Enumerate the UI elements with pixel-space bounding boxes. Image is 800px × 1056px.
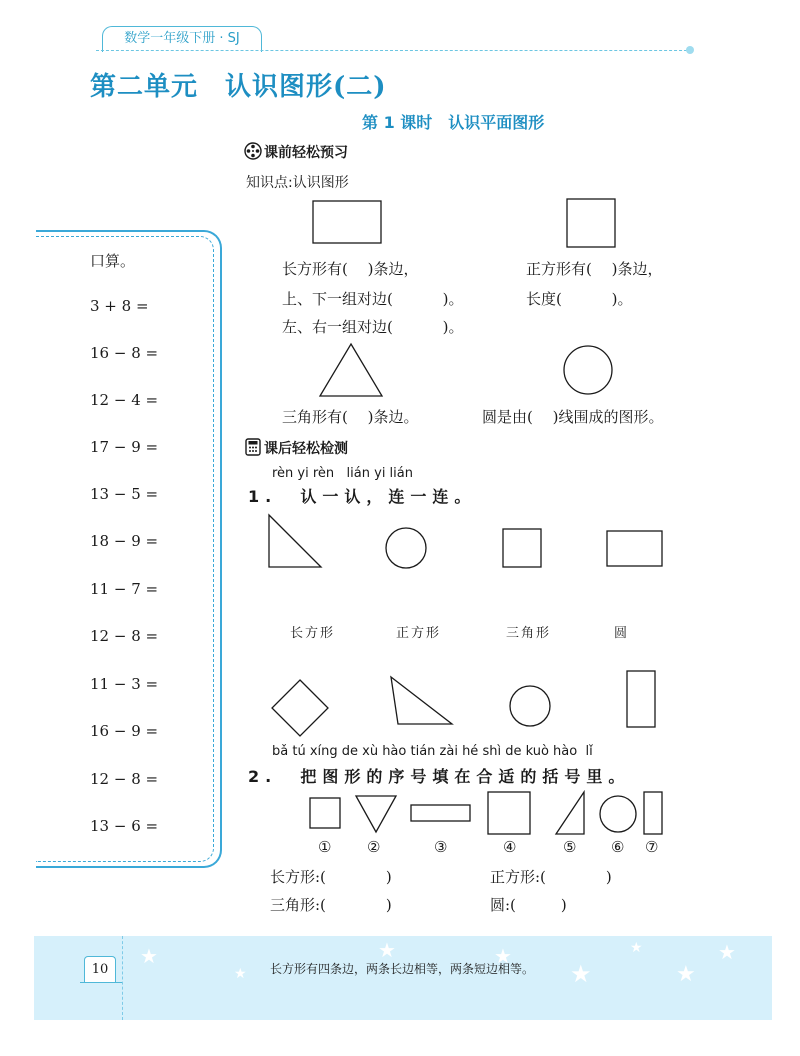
q2-number-3: ③ [434,838,448,856]
q2-instruction: 2. 把图形的序号填在合适的括号里。 [248,767,631,786]
sidebar-item: 13 − 5 = [90,485,159,503]
star-icon: ★ [494,944,512,968]
star-icon: ★ [234,966,247,982]
q1-scalene-triangle [388,674,454,726]
star-icon: ★ [140,944,158,968]
q2-number-5: ⑤ [563,838,577,856]
q2-shape-3-rectangle [410,804,472,824]
q1-rotated-square [270,678,330,738]
q2-shape-5-triangle [554,790,588,836]
q2-number-2: ② [367,838,381,856]
label-triangle: 三角形 [506,626,552,641]
q2-number-1: ① [318,838,332,856]
preview-section-title: 课前轻松预习 [264,145,348,161]
header-dot [686,46,694,54]
q2-pinyin: bǎ tú xíng de xù hào tián zài hé shì de kuò hào lǐ [272,744,593,759]
answer-square: 正方形:( ) [490,868,612,886]
lesson-title: 第 1 课时 认识平面图形 [362,113,545,132]
triangle-sides-question: 三角形有( )条边。 [282,408,419,426]
answer-triangle: 三角形:( ) [270,896,392,914]
footer-note: 长方形有四条边，两条长边相等，两条短边相等。 [270,962,535,976]
star-icon: ★ [676,962,696,987]
rectangle-shape [312,200,384,246]
sidebar-item: 16 − 9 = [90,722,159,740]
q2-number-6: ⑥ [611,838,625,856]
star-icon: ★ [630,940,643,956]
rect-sides-question: 长方形有( )条边， [282,260,419,278]
sidebar-item: 12 − 8 = [90,770,159,788]
q2-shape-1-square [308,796,342,830]
knowledge-point: 知识点:认识图形 [246,175,349,191]
star-icon: ★ [378,938,396,962]
unit-title: 第二单元 认识图形(二) [90,72,387,102]
sidebar-item: 12 − 4 = [90,391,159,409]
label-square: 正方形 [396,626,442,641]
practice-section-title: 课后轻松检测 [264,441,348,457]
star-icon: ★ [718,940,736,964]
header-divider [96,50,692,51]
book-series-tab: 数学一年级下册 · SJ [102,26,262,52]
circle-shape [562,344,614,396]
q1-square [502,528,544,570]
q2-number-4: ④ [503,838,517,856]
q1-tall-rectangle [626,670,658,730]
footer-divider [122,936,123,1020]
square-shape [566,198,618,250]
star-icon: ★ [570,960,592,988]
sidebar-item: 16 − 8 = [90,344,159,362]
q2-shape-2-triangle [354,794,398,834]
sidebar-title: 口算。 [90,252,136,270]
circle-question: 圆是由( )线围成的图形。 [482,408,664,426]
label-rectangle: 长方形 [290,626,336,641]
sidebar-item: 11 − 7 = [90,580,159,598]
q1-circle-2 [508,684,552,728]
square-length-question: 长度( )。 [526,290,633,308]
q1-instruction: 1. 认一认，连一连。 [248,487,477,506]
answer-circle: 圆:( ) [490,896,567,914]
q2-shape-4-square [486,790,532,836]
rect-top-bottom-question: 上、下一组对边( )。 [282,290,464,308]
answer-rectangle: 长方形:( ) [270,868,392,886]
sidebar-item: 13 − 6 = [90,817,159,835]
triangle-shape [318,342,384,398]
q1-circle [384,526,428,570]
q2-shape-6-circle [598,794,638,834]
sidebar-item: 17 − 9 = [90,438,159,456]
q1-pinyin: rèn yi rèn lián yi lián [272,466,413,481]
q1-rectangle [606,530,664,568]
sidebar-item: 11 − 3 = [90,675,159,693]
q2-number-7: ⑦ [645,838,659,856]
label-circle: 圆 [614,626,630,641]
square-sides-question: 正方形有( )条边， [526,260,663,278]
q1-right-triangle [266,512,324,570]
page-number-underline [80,982,122,983]
q2-shape-7-rectangle [642,790,666,836]
page-number: 10 [84,956,116,982]
calculator-icon [244,438,262,456]
rect-left-right-question: 左、右一组对边( )。 [282,318,464,336]
sidebar-item: 3 + 8 = [90,297,149,315]
sidebar-item: 18 − 9 = [90,532,159,550]
sidebar-item: 12 − 8 = [90,627,159,645]
film-reel-icon [244,142,262,160]
